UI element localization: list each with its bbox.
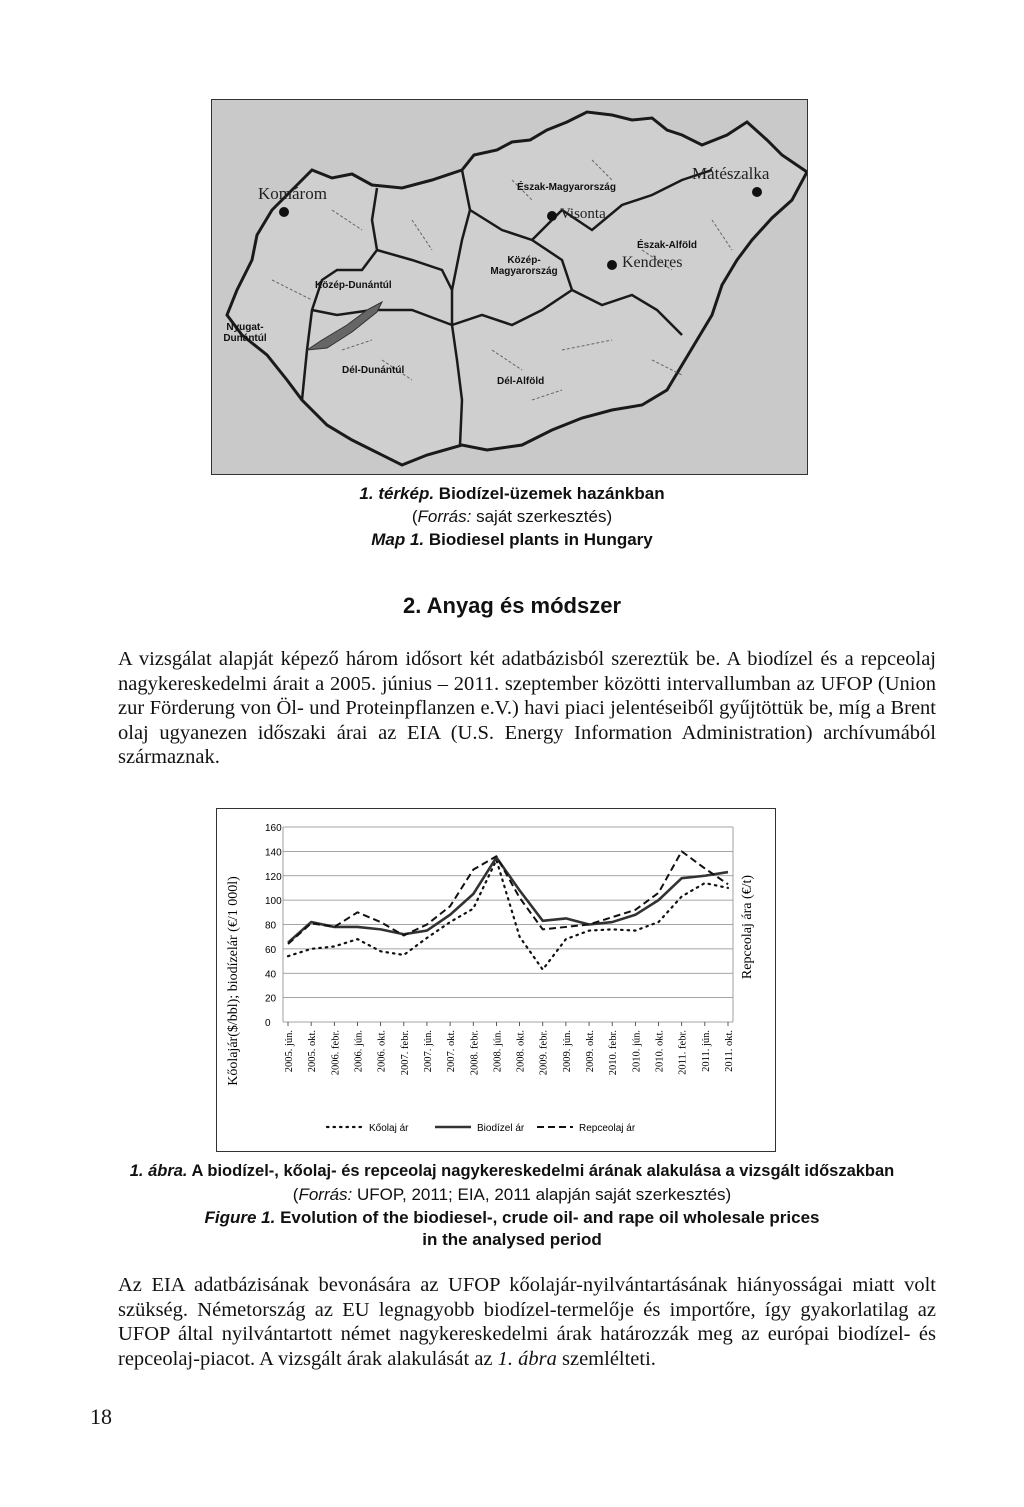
paragraph-discussion-text: Az EIA adatbázisának bevonására az UFOP kőolajár-nyilvántartásának hiányosságai miatt volt szükség. Németország az EU legnagyobb biodízel-termelője és importőre, így gyakorlatilag az UFOP által nyilvántartott német nagykereskedelmi árak határozzák meg az európai biodízel- és repceolaj-piacot. A vizsgált árak alakulását az <box>118 1274 936 1370</box>
region-label-kozep-dunantul: Közép-Dunántúl <box>315 280 392 291</box>
y-tick-label: 40 <box>265 969 277 981</box>
map-caption-line2: (Forrás: saját szerkesztés) <box>411 507 613 526</box>
price-chart-figure <box>216 808 776 1152</box>
x-tick-label: 2008. jún. <box>492 1030 504 1073</box>
map-caption-label: 1. térkép. <box>359 484 435 503</box>
region-label-eszak-magyarorszag: Észak-Magyarország <box>517 182 616 193</box>
figure-caption-line1 <box>0 1160 1024 1182</box>
x-tick-label: 2009. febr. <box>538 1030 550 1076</box>
y-tick-label: 100 <box>265 896 282 908</box>
figure-caption-source-label: Forrás: <box>298 1185 353 1204</box>
map-caption-title: Biodízel-üzemek hazánkban <box>434 484 665 503</box>
figure-caption-line3 <box>0 1207 1024 1229</box>
x-tick-label: 2006. okt. <box>376 1030 388 1073</box>
region-label-nyugat-dunantul: Nyugat-Dunántúl <box>223 322 267 344</box>
page-number: 18 <box>90 1404 112 1429</box>
x-tick-label: 2007. febr. <box>399 1030 411 1076</box>
map-caption-source-label: Forrás: <box>417 507 472 526</box>
x-tick-label: 2007. okt. <box>446 1030 458 1073</box>
x-tick-label: 2009. jún. <box>561 1030 573 1073</box>
figure-caption-source: UFOP, 2011; EIA, 2011 alapján saját szerkesztés <box>352 1185 726 1204</box>
city-label-mateszalka: Mátészalka <box>692 164 770 183</box>
y-tick-label: 120 <box>265 871 282 883</box>
x-tick-label: 2008. okt. <box>515 1030 527 1073</box>
figure-caption-en-title: Evolution of the biodiesel-, crude oil- and rape oil wholesale prices <box>275 1208 820 1227</box>
figure-caption-title: A biodízel-, kőolaj- és repceolaj nagykereskedelmi árának alakulása a vizsgált időszakban <box>187 1162 895 1180</box>
y-tick-label: 20 <box>265 993 277 1005</box>
figure-caption-en-label: Figure 1. <box>204 1208 276 1227</box>
y-axis-label: Kőolajár($/bbl); biodízelár (€/1 000l) <box>226 876 241 1086</box>
figure-reference: 1. ábra <box>497 1347 557 1370</box>
hungary-map-outline <box>212 100 808 475</box>
x-tick-label: 2011. okt. <box>724 1030 735 1072</box>
x-tick-label: 2011. jún. <box>700 1030 712 1072</box>
section-heading: 2. Anyag és módszer <box>402 593 622 618</box>
x-tick-label: 2006. jún. <box>353 1030 365 1073</box>
price-chart <box>217 809 777 1153</box>
legend-label: Kőolaj ár <box>369 1123 409 1134</box>
y2-axis-label: Repceolaj ára (€/t) <box>740 874 755 980</box>
city-label-visonta: Visonta <box>560 206 606 222</box>
region-label-kozep-magyarorszag: Közép-Magyarország <box>490 255 558 277</box>
x-tick-label: 2011. febr. <box>677 1030 689 1075</box>
region-label-eszak-alfold: Észak-Alföld <box>637 240 698 251</box>
map-caption-en-label: Map 1. <box>371 530 425 549</box>
x-tick-label: 2008. febr. <box>469 1030 481 1076</box>
paragraph-discussion-end: szemlélteti. <box>556 1347 656 1370</box>
legend-label: Repceolaj ár <box>579 1123 636 1134</box>
hungary-map-figure <box>211 99 808 475</box>
figure-caption-label: 1. ábra. <box>129 1162 188 1180</box>
x-tick-label: 2010. okt. <box>654 1030 666 1073</box>
city-label-kenderes: Kenderes <box>622 254 683 271</box>
x-tick-label: 2010. jún. <box>631 1030 643 1073</box>
map-caption-line1 <box>0 483 1024 505</box>
x-tick-label: 2007. jún. <box>422 1030 434 1073</box>
y-tick-label: 60 <box>265 944 277 956</box>
figure-caption-line4: in the analysed period <box>422 1230 602 1249</box>
y-tick-label: 140 <box>265 847 282 859</box>
x-tick-label: 2010. febr. <box>608 1030 620 1076</box>
y-tick-label: 80 <box>265 920 277 932</box>
paragraph-methods: A vizsgálat alapját képező három idősort két adatbázisból szereztük be. A biodízel és a repceolaj nagykereskedelmi árait a 2005. június – 2011. szeptember közötti intervallumban az UFOP (Union zur Förderung von Öl- und Proteinpflanzen e.V.) havi piaci jelentéseiből gyűjtöttük be, míg a Brent olaj ugyanezen időszaki árai az EIA (U.S. Energy Information Administration) archívumából származnak. <box>118 648 936 769</box>
region-label-del-dunantul: Dél-Dunántúl <box>342 365 405 376</box>
city-label-komarom: Komárom <box>258 184 327 203</box>
paragraph-discussion <box>118 1273 936 1371</box>
region-label-del-alfold: Dél-Alföld <box>497 376 545 387</box>
x-tick-label: 2005. okt. <box>307 1030 319 1073</box>
y-tick-label: 0 <box>265 1018 271 1029</box>
map-caption-line3 <box>0 529 1024 551</box>
figure-caption-line2: (Forrás: UFOP, 2011; EIA, 2011 alapján saját szerkesztés) <box>292 1185 732 1204</box>
y-tick-label: 160 <box>265 823 282 834</box>
x-tick-label: 2005. jún. <box>284 1030 295 1073</box>
x-tick-label: 2009. okt. <box>585 1030 597 1073</box>
map-caption-en-title: Biodiesel plants in Hungary <box>424 530 653 549</box>
map-caption-source: saját szerkesztés <box>471 507 607 526</box>
legend-label: Biodízel ár <box>477 1123 525 1134</box>
x-tick-label: 2006. febr. <box>330 1030 342 1076</box>
